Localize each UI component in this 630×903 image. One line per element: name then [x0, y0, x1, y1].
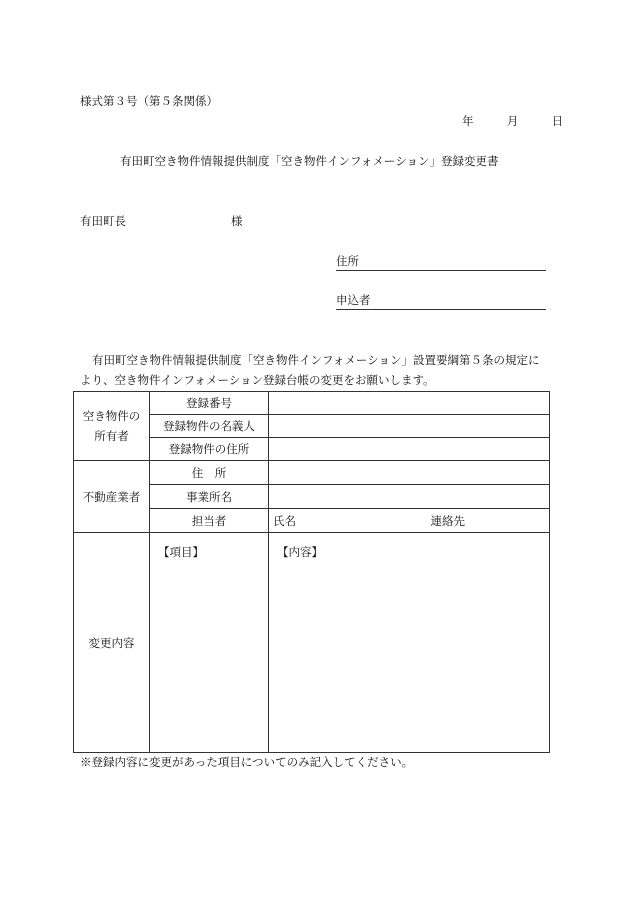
address-label: 住所 [336, 254, 359, 268]
change-content-cell[interactable] [269, 533, 550, 753]
registration-number-value[interactable] [269, 392, 550, 415]
date-month: 月 [506, 114, 519, 128]
addressee-honorific: 様 [231, 214, 243, 228]
agent-address-label: 住 所 [150, 461, 269, 485]
agent-contact-label: 連絡先 [430, 513, 465, 528]
registration-number-label: 登録番号 [150, 392, 269, 415]
addressee-name: 有田町長 [80, 214, 126, 228]
date-line [462, 115, 563, 129]
change-section-label: 変更内容 [74, 533, 150, 753]
body-text-line2: より、空き物件インフォメーション登録台帳の変更をお願いします。 [80, 373, 435, 387]
applicant-field[interactable] [336, 294, 546, 310]
footnote: ※登録内容に変更があった項目についてのみ記入してください。 [80, 755, 414, 769]
owner-section-label: 空き物件の 所有者 [74, 392, 150, 461]
body-text-line1: 有田町空き物件情報提供制度「空き物件インフォメーション」設置要綱第５条の規定に [92, 353, 540, 367]
registration-change-table [73, 391, 550, 753]
agent-person-label: 担当者 [150, 509, 269, 533]
change-content-label: 【内容】 [277, 545, 323, 559]
agent-office-label: 事業所名 [150, 485, 269, 509]
date-day: 日 [551, 114, 564, 128]
property-owner-value[interactable] [269, 415, 550, 438]
change-item-cell[interactable] [150, 533, 269, 753]
agent-address-value[interactable] [269, 461, 550, 485]
date-year: 年 [462, 114, 474, 128]
property-address-value[interactable] [269, 438, 550, 461]
agent-section-label: 不動産業者 [74, 461, 150, 533]
change-item-label: 【項目】 [158, 545, 204, 559]
applicant-label: 申込者 [336, 293, 371, 307]
agent-name-label: 氏名 [273, 513, 296, 528]
address-field[interactable] [336, 255, 546, 271]
form-number: 様式第３号（第５条関係） [80, 94, 218, 108]
agent-contact-cell[interactable] [269, 509, 550, 533]
document-title: 有田町空き物件情報提供制度「空き物件インフォメーション」登録変更書 [120, 154, 499, 168]
property-owner-label: 登録物件の名義人 [150, 415, 269, 438]
agent-office-value[interactable] [269, 485, 550, 509]
property-address-label: 登録物件の住所 [150, 438, 269, 461]
